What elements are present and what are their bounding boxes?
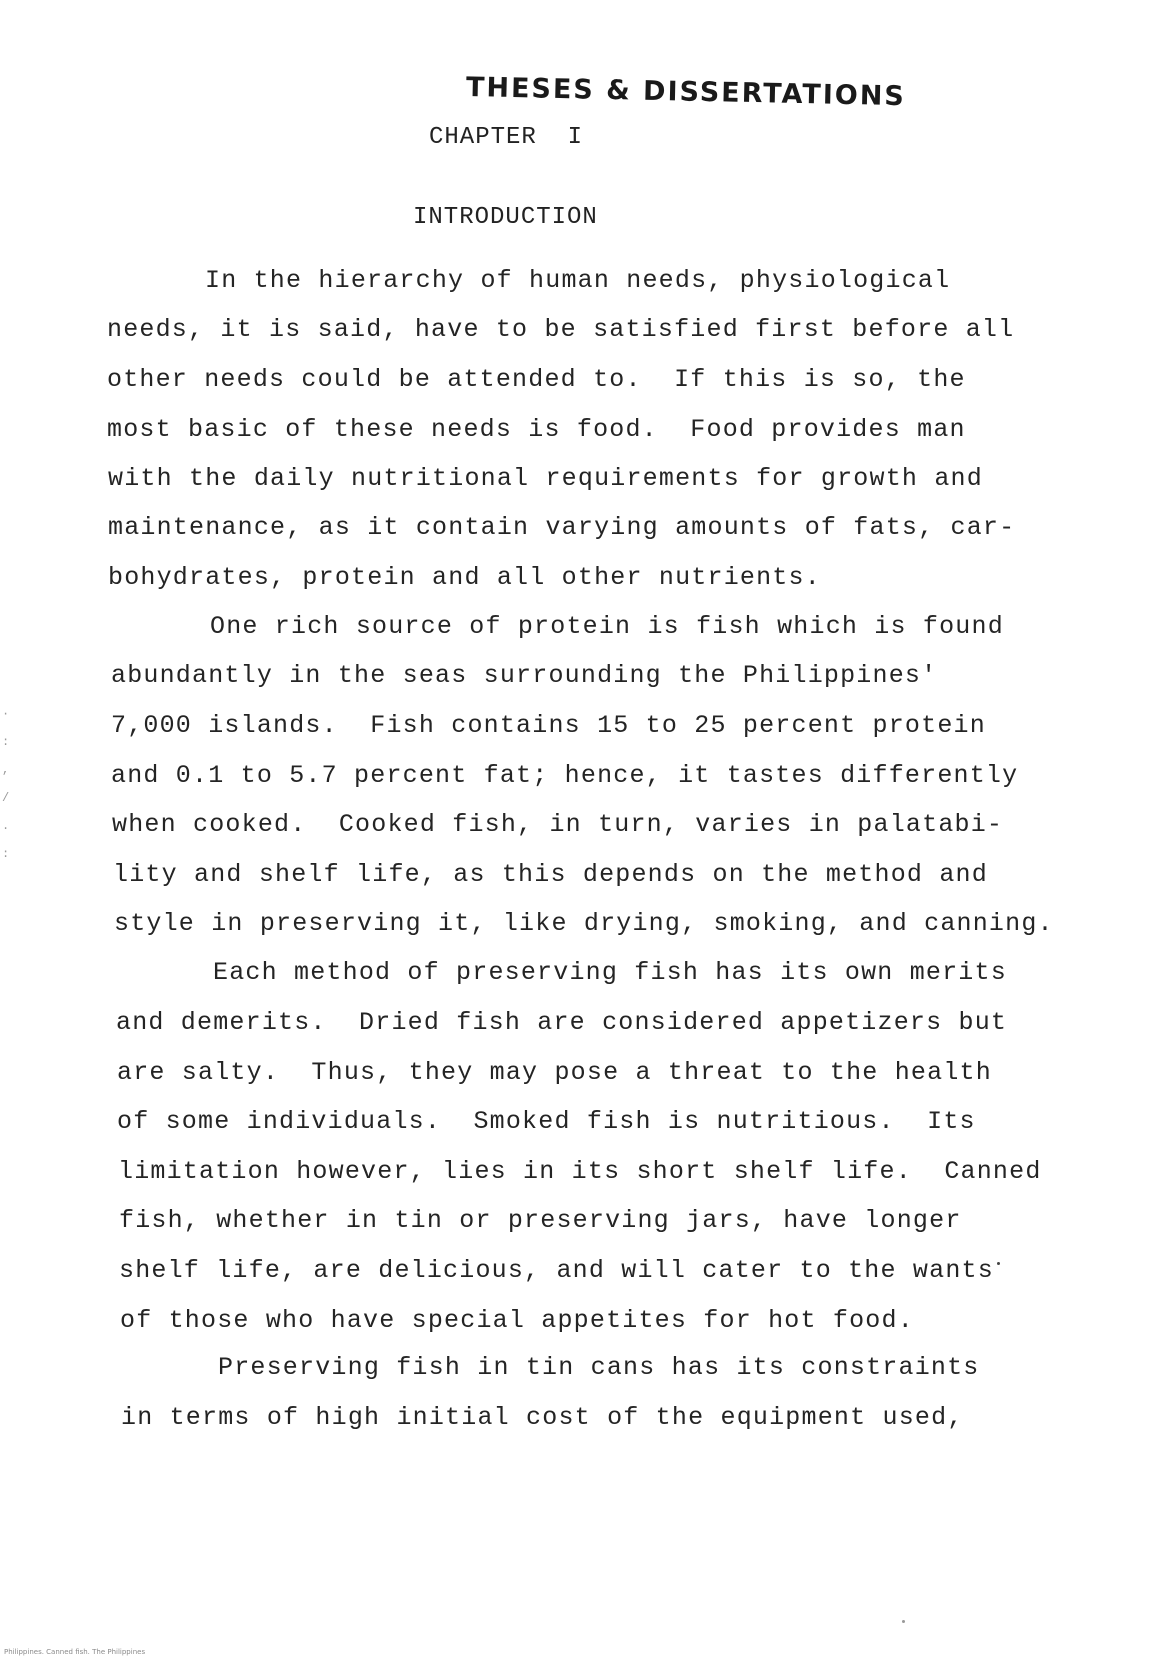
text-line: Each method of preserving fish has its own merits bbox=[213, 958, 1007, 987]
text-line: Preserving fish in tin cans has its constraints bbox=[218, 1353, 980, 1382]
chapter-title: CHAPTER I bbox=[429, 124, 584, 151]
section-heading: INTRODUCTION bbox=[413, 204, 598, 231]
text-line: and 0.1 to 5.7 percent fat; hence, it tastes differently bbox=[111, 761, 1019, 790]
text-line: of those who have special appetites for hot food. bbox=[120, 1306, 914, 1335]
text-line: are salty. Thus, they may pose a threat to the health bbox=[117, 1058, 992, 1087]
text-line: limitation however, lies in its short shelf life. Canned bbox=[118, 1157, 1042, 1186]
text-line: when cooked. Cooked fish, in turn, varies in palatabi- bbox=[112, 810, 1004, 839]
text-line: with the daily nutritional requirements for growth and bbox=[108, 464, 983, 493]
text-line: maintenance, as it contain varying amounts of fats, car- bbox=[108, 513, 1016, 542]
text-line: of some individuals. Smoked fish is nutritious. Its bbox=[117, 1107, 976, 1136]
text-line: lity and shelf life, as this depends on the method and bbox=[113, 860, 988, 889]
text-line: 7,000 islands. Fish contains 15 to 25 percent protein bbox=[111, 711, 986, 740]
ink-speck bbox=[902, 1620, 905, 1623]
ink-speck bbox=[997, 1262, 1000, 1265]
text-line: bohydrates, protein and all other nutrients. bbox=[108, 563, 821, 592]
text-line: in terms of high initial cost of the equipment used, bbox=[121, 1403, 964, 1432]
text-line: One rich source of protein is fish which is found bbox=[210, 612, 1004, 641]
text-line: other needs could be attended to. If this is so, the bbox=[107, 365, 966, 394]
text-line: shelf life, are delicious, and will cater to the wants bbox=[119, 1256, 994, 1285]
text-line: abundantly in the seas surrounding the Philippines' bbox=[111, 661, 938, 690]
text-line: most basic of these needs is food. Food provides man bbox=[107, 415, 966, 444]
text-line: needs, it is said, have to be satisfied first before all bbox=[107, 315, 1015, 344]
text-line: In the hierarchy of human needs, physiological bbox=[205, 266, 951, 295]
theses-stamp: THESES & DISSERTATIONS bbox=[465, 72, 907, 113]
text-line: fish, whether in tin or preserving jars, have longer bbox=[119, 1206, 962, 1235]
text-line: and demerits. Dried fish are considered appetizers but bbox=[116, 1008, 1008, 1037]
margin-specks: · : , / . : bbox=[2, 707, 10, 861]
text-line: style in preserving it, like drying, smoking, and canning. bbox=[114, 909, 1054, 938]
scan-footer: Philippines. Canned fish. The Philippines bbox=[4, 1648, 146, 1656]
